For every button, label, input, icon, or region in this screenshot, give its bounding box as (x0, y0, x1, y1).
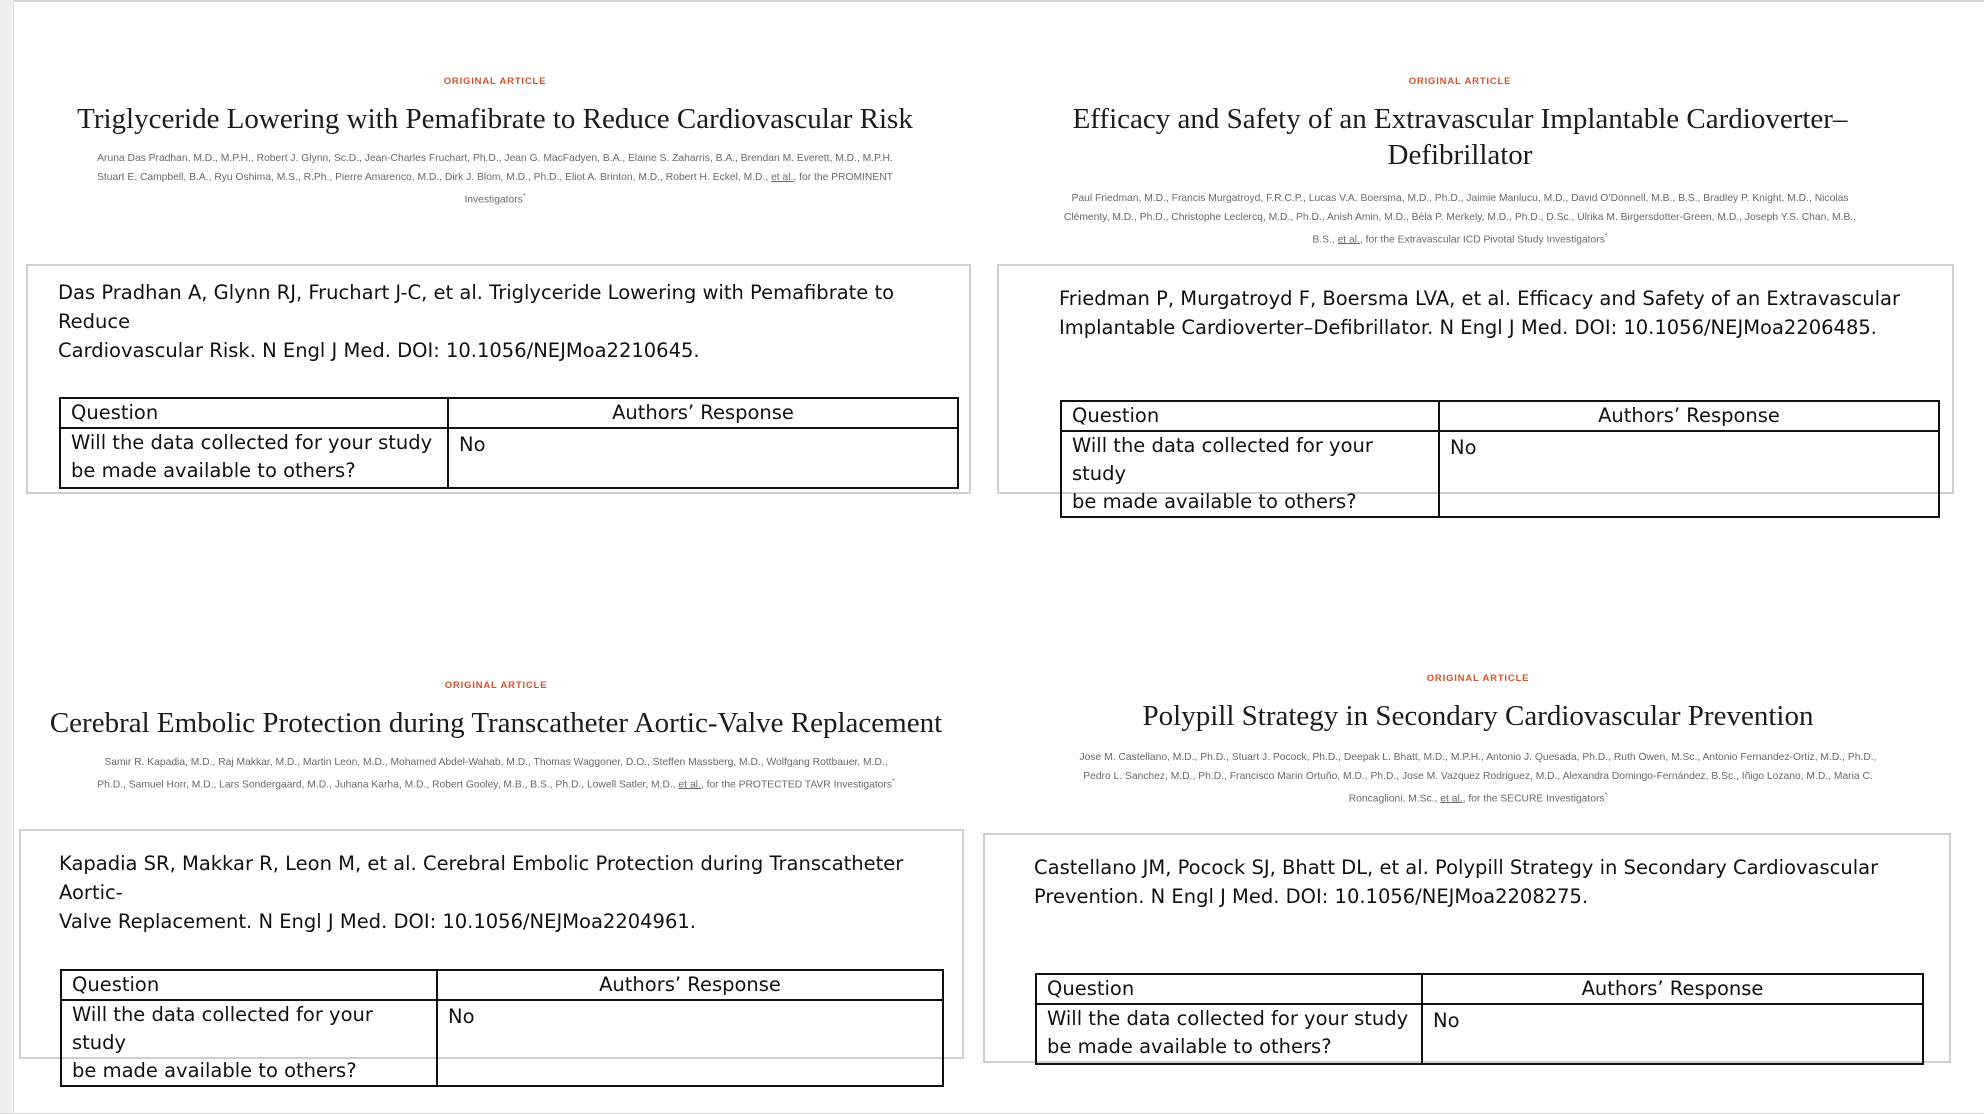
article-title[interactable]: Polypill Strategy in Secondary Cardiovascular Prevention (1142, 700, 1814, 732)
answer-cell: No (1422, 1004, 1923, 1064)
data-sharing-table (59, 397, 959, 489)
article-title[interactable]: Efficacy and Safety of an Extravascular Implantable Cardioverter– Defibrillator (1072, 103, 1848, 171)
citation-text: Friedman P, Murgatroyd F, Boersma LVA, et al. Efficacy and Safety of an Extravascular Implantable Cardioverter–Defibrillator. N Engl J Med. DOI: 10.1056/NEJMoa2206485. (1059, 287, 1900, 339)
citation-text: Kapadia SR, Makkar R, Leon M, et al. Cerebral Embolic Protection during Transcatheter Aortic- Valve Replacement. N Engl J Med. DOI: 10.1056/NEJMoa2204961. (59, 852, 904, 933)
article-header (22, 680, 970, 794)
author-list: Paul Friedman, M.D., Francis Murgatroyd, F.R.C.P., Lucas V.A. Boersma, M.D., Ph.D., Jaimie Manlucu, M.D., David O’Donnell, M.B., B.S., Bradley P. Knight, M.D., Nicolas Clémenty, M.D., Ph.D., Christophe Leclercq, M.D., Ph.D., Anish Amin, M.D., Béla P. Merkely, M.D., Ph.D., D.Sc., Ulrika M. Birgersdotter-Green, M.D., Joseph Y.S. Chan, M.B., B.S., et al., for the Extravascular ICD Pivotal Study Investigators* (1063, 193, 1857, 246)
answer-cell: No (1439, 431, 1939, 517)
footnote-mark: * (522, 193, 526, 200)
answer-cell: No (437, 1000, 943, 1086)
et-al-link[interactable]: et al. (1440, 793, 1463, 805)
answer-cell: No (448, 428, 958, 488)
table-header-row (1036, 974, 1923, 1004)
window-left-edge (0, 0, 14, 1114)
question-cell: Will the data collected for your study be made available to others? (61, 1000, 437, 1086)
citation-card (983, 833, 1951, 1063)
footnote-mark: * (1604, 233, 1608, 240)
data-sharing-table (1035, 973, 1924, 1065)
footnote-mark: * (1604, 792, 1608, 799)
table-row (60, 428, 958, 488)
table-row (1061, 431, 1939, 517)
question-header: Question (60, 398, 448, 428)
table-header-row (60, 398, 958, 428)
response-header: Authors’ Response (1422, 974, 1923, 1004)
question-header: Question (61, 970, 437, 1000)
citation-card (997, 264, 1954, 513)
article-header (982, 76, 1938, 249)
question-cell: Will the data collected for your study be made available to others? (1061, 431, 1439, 517)
article-header (28, 76, 962, 209)
data-sharing-table (1060, 400, 1940, 518)
et-al-link[interactable]: et al. (771, 172, 794, 183)
author-list: Aruna Das Pradhan, M.D., M.P.H., Robert J. Glynn, Sc.D., Jean-Charles Fruchart, Ph.D., Jean G. MacFadyen, B.A., Elaine S. Zaharris, B.A., Brendan M. Everett, M.D., M.P.H. Stuart E. Campbell, B.A., Ryu Oshima, M.S., R.Ph., Pierre Amarenco, M.D., Dirk J. Blom, M.D., Ph.D., Eliot A. Brinton, M.D., Robert H. Eckel, M.D., et al., for the PROMINENT Investigators* (97, 153, 893, 206)
article-title[interactable]: Cerebral Embolic Protection during Transcatheter Aortic-Valve Replacement (49, 707, 943, 739)
article-type-label: ORIGINAL ARTICLE (1408, 76, 1512, 87)
question-header: Question (1036, 974, 1422, 1004)
citation-text: Das Pradhan A, Glynn RJ, Fruchart J-C, et al. Triglyceride Lowering with Pemafibrate to Reduce Cardiovascular Risk. N Engl J Med. DOI: 10.1056/NEJMoa2210645. (58, 281, 895, 362)
response-header: Authors’ Response (448, 398, 958, 428)
question-header: Question (1061, 401, 1439, 431)
response-header: Authors’ Response (437, 970, 943, 1000)
table-header-row (1061, 401, 1939, 431)
article-type-label: ORIGINAL ARTICLE (444, 680, 548, 691)
et-al-link[interactable]: et al. (1337, 234, 1360, 246)
table-header-row (61, 970, 943, 1000)
question-cell: Will the data collected for your study be made available to others? (60, 428, 448, 488)
article-header (984, 673, 1972, 808)
author-list: Jose M. Castellano, M.D., Ph.D., Stuart J. Pocock, Ph.D., Deepak L. Bhatt, M.D., M.P.H., Antonio J. Quesada, Ph.D., Ruth Owen, M.Sc., Antonio Fernandez-Ortiz, M.D., Ph.D., Pedro L. Sanchez, M.D., Ph.D., Francisco Marin Ortuño, M.D., Ph.D., Jose M. Vazquez Rodriguez, M.D., Alexandra Domingo-Fernández, B.Sc., Iñigo Lozano, M.D., Maria C. Roncaglioni, M.Sc., et al., for the SECURE Investigators* (1079, 752, 1877, 805)
table-row (61, 1000, 943, 1086)
citation-card (19, 829, 964, 1082)
citation-card (26, 264, 971, 494)
response-header: Authors’ Response (1439, 401, 1939, 431)
question-cell: Will the data collected for your study be made available to others? (1036, 1004, 1422, 1064)
footnote-mark: * (891, 778, 895, 785)
article-type-label: ORIGINAL ARTICLE (1426, 673, 1530, 684)
author-list: Samir R. Kapadia, M.D., Raj Makkar, M.D., Martin Leon, M.D., Mohamed Abdel-Wahab, M.D., Thomas Waggoner, D.O., Steffen Massberg, M.D., Wolfgang Rottbauer, M.D., Ph.D., Samuel Horr, M.D., Lars Sondergaard, M.D., Juhana Karha, M.D., Robert Gooley, M.B., B.S., Ph.D., Lowell Satler, M.D., et al., for the PROTECTED TAVR Investigators* (97, 757, 895, 791)
window-top-edge (0, 0, 1984, 2)
data-sharing-table (60, 969, 944, 1087)
citation-text: Castellano JM, Pocock SJ, Bhatt DL, et al. Polypill Strategy in Secondary Cardiovascular Prevention. N Engl J Med. DOI: 10.1056/NEJMoa2208275. (1034, 856, 1879, 908)
article-type-label: ORIGINAL ARTICLE (443, 76, 547, 87)
et-al-link[interactable]: et al. (678, 779, 701, 791)
article-title[interactable]: Triglyceride Lowering with Pemafibrate to Reduce Cardiovascular Risk (77, 103, 913, 135)
table-row (1036, 1004, 1923, 1064)
